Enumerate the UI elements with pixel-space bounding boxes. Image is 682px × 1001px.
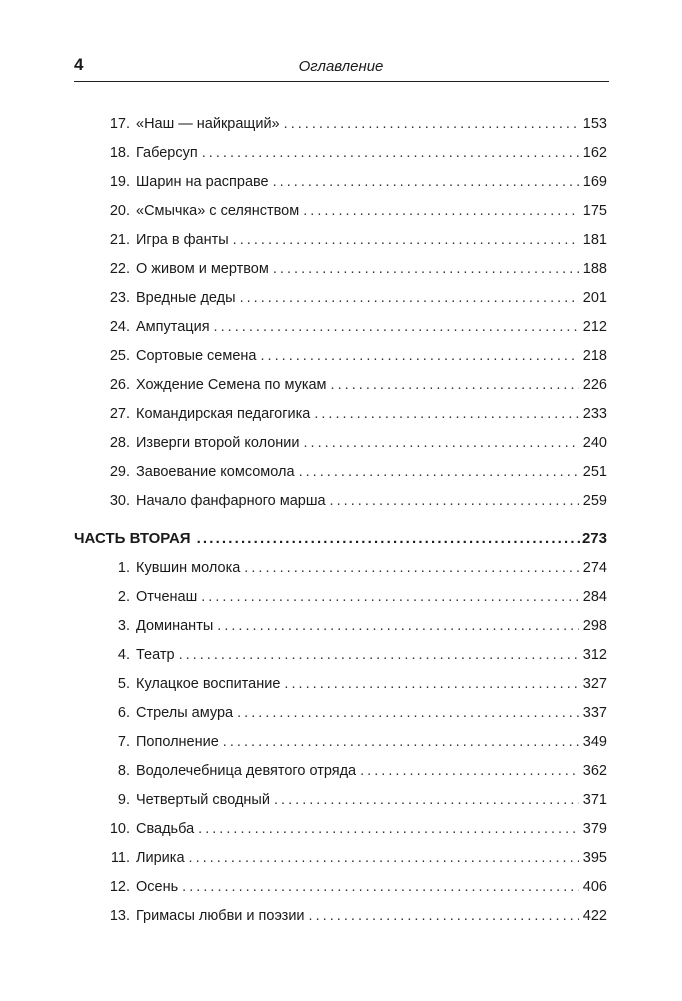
part-title: ЧАСТЬ ВТОРАЯ: [74, 530, 191, 547]
entry-number: 8.: [117, 763, 130, 779]
entry-title: Ампутация: [136, 319, 210, 335]
entry-title: Габерсуп: [136, 145, 198, 161]
entry-number: 24.: [109, 319, 130, 335]
dot-leader: [214, 319, 579, 335]
dot-leader: [331, 377, 579, 393]
toc-entry[interactable]: [104, 261, 607, 289]
entry-number: 9.: [117, 792, 130, 808]
dot-leader: [330, 493, 579, 509]
entry-title: Завоевание комсомола: [136, 464, 295, 480]
dot-leader: [273, 174, 579, 190]
dot-leader: [360, 763, 579, 779]
entry-number: 20.: [109, 203, 130, 219]
entry-number: 7.: [117, 734, 130, 750]
entry-title: Изверги второй колонии: [136, 435, 300, 451]
toc-entry[interactable]: [104, 647, 607, 675]
entry-page: 226: [582, 377, 607, 393]
toc-entry[interactable]: [104, 319, 607, 347]
entry-page: 201: [582, 290, 607, 306]
dot-leader: [314, 406, 578, 422]
entry-number: 13.: [109, 908, 130, 924]
part-heading[interactable]: [74, 530, 607, 558]
entry-number: 22.: [109, 261, 130, 277]
entry-number: 6.: [117, 705, 130, 721]
toc-entry[interactable]: [104, 821, 607, 849]
toc-entry[interactable]: [104, 174, 607, 202]
toc-entry[interactable]: [104, 879, 607, 907]
dot-leader: [273, 261, 579, 277]
toc-entry[interactable]: [104, 435, 607, 463]
entry-number: 17.: [109, 116, 130, 132]
entry-page: 298: [582, 618, 607, 634]
entry-number: 5.: [117, 676, 130, 692]
entry-page: 371: [582, 792, 607, 808]
entry-number: 30.: [109, 493, 130, 509]
dot-leader: [198, 821, 579, 837]
dot-leader: [299, 464, 579, 480]
header-divider: [74, 81, 609, 82]
toc-entry[interactable]: [104, 464, 607, 492]
entry-number: 28.: [109, 435, 130, 451]
dot-leader: [260, 348, 578, 364]
entry-title: Пополнение: [136, 734, 219, 750]
entry-title: Гримасы любви и поэзии: [136, 908, 305, 924]
entry-page: 337: [582, 705, 607, 721]
dot-leader: [197, 530, 580, 547]
entry-number: 26.: [109, 377, 130, 393]
entry-page: 188: [582, 261, 607, 277]
entry-title: Игра в фанты: [136, 232, 229, 248]
dot-leader: [284, 116, 579, 132]
toc-entry[interactable]: [104, 232, 607, 260]
entry-title: Кулацкое воспитание: [136, 676, 281, 692]
dot-leader: [274, 792, 579, 808]
toc-entry[interactable]: [104, 203, 607, 231]
entry-title: Стрелы амура: [136, 705, 234, 721]
entry-number: 25.: [109, 348, 130, 364]
entry-title: О живом и мертвом: [136, 261, 269, 277]
entry-number: 18.: [109, 145, 130, 161]
entry-title: «Наш — найкращий»: [136, 116, 280, 132]
toc-entry[interactable]: [104, 763, 607, 791]
entry-number: 4.: [117, 647, 130, 663]
toc-entry[interactable]: [104, 850, 607, 878]
entry-number: 19.: [109, 174, 130, 190]
toc-entry[interactable]: [104, 792, 607, 820]
toc-entry[interactable]: [104, 290, 607, 318]
entry-title: Начало фанфарного марша: [136, 493, 326, 509]
dot-leader: [202, 145, 579, 161]
entry-number: 21.: [109, 232, 130, 248]
entry-page: 175: [582, 203, 607, 219]
entry-title: Отченаш: [136, 589, 198, 605]
dot-leader: [284, 676, 578, 692]
toc-entry[interactable]: [104, 908, 607, 936]
entry-page: 362: [582, 763, 607, 779]
entry-page: 233: [582, 406, 607, 422]
toc-entry[interactable]: [104, 348, 607, 376]
entry-title: Осень: [136, 879, 179, 895]
entry-title: Хождение Семена по мукам: [136, 377, 327, 393]
toc-entry[interactable]: [104, 377, 607, 405]
entry-title: Лирика: [136, 850, 185, 866]
toc-entry[interactable]: [104, 493, 607, 521]
entry-title: Доминанты: [136, 618, 214, 634]
entry-number: 29.: [109, 464, 130, 480]
dot-leader: [304, 435, 579, 451]
entry-title: Вредные деды: [136, 290, 236, 306]
dot-leader: [244, 560, 579, 576]
toc-entry[interactable]: [104, 145, 607, 173]
entry-title: Театр: [136, 647, 175, 663]
entry-page: 169: [582, 174, 607, 190]
dot-leader: [240, 290, 579, 306]
toc-entry[interactable]: [104, 589, 607, 617]
entry-page: 395: [582, 850, 607, 866]
dot-leader: [237, 705, 579, 721]
entry-page: 162: [582, 145, 607, 161]
entry-page: 406: [582, 879, 607, 895]
dot-leader: [179, 647, 579, 663]
entry-number: 3.: [117, 618, 130, 634]
toc-entry[interactable]: [104, 618, 607, 646]
entry-number: 12.: [109, 879, 130, 895]
entry-page: 327: [582, 676, 607, 692]
entry-title: Шарин на расправе: [136, 174, 269, 190]
entry-page: 212: [582, 319, 607, 335]
entry-page: 312: [582, 647, 607, 663]
entry-title: «Смычка» с селянством: [136, 203, 300, 219]
entry-page: 349: [582, 734, 607, 750]
dot-leader: [309, 908, 579, 924]
entry-page: 218: [582, 348, 607, 364]
toc-entry[interactable]: [104, 676, 607, 704]
entry-number: 10.: [109, 821, 130, 837]
part-page: 273: [581, 530, 607, 547]
toc-entry[interactable]: [104, 560, 607, 588]
entry-page: 251: [582, 464, 607, 480]
dot-leader: [223, 734, 579, 750]
entry-title: Четвертый сводный: [136, 792, 270, 808]
entry-number: 2.: [117, 589, 130, 605]
running-title: Оглавление: [298, 58, 384, 75]
entry-number: 23.: [109, 290, 130, 306]
toc-entry[interactable]: [104, 734, 607, 762]
entry-page: 422: [582, 908, 607, 924]
dot-leader: [217, 618, 579, 634]
entry-page: 274: [582, 560, 607, 576]
entry-page: 153: [582, 116, 607, 132]
dot-leader: [303, 203, 579, 219]
dot-leader: [189, 850, 579, 866]
toc-entry[interactable]: [104, 406, 607, 434]
toc-entry[interactable]: [104, 116, 607, 144]
page-number: 4: [74, 55, 84, 74]
entry-number: 27.: [109, 406, 130, 422]
dot-leader: [233, 232, 579, 248]
entry-title: Сортовые семена: [136, 348, 257, 364]
entry-page: 240: [582, 435, 607, 451]
entry-number: 11.: [110, 850, 130, 866]
entry-title: Командирская педагогика: [136, 406, 311, 422]
entry-title: Свадьба: [136, 821, 195, 837]
toc-entry[interactable]: [104, 705, 607, 733]
entry-number: 1.: [117, 560, 130, 576]
entry-page: 259: [582, 493, 607, 509]
entry-page: 379: [582, 821, 607, 837]
entry-title: Водолечебница девятого отряда: [136, 763, 357, 779]
dot-leader: [201, 589, 579, 605]
dot-leader: [182, 879, 579, 895]
entry-page: 181: [582, 232, 607, 248]
entry-page: 284: [582, 589, 607, 605]
entry-title: Кувшин молока: [136, 560, 241, 576]
